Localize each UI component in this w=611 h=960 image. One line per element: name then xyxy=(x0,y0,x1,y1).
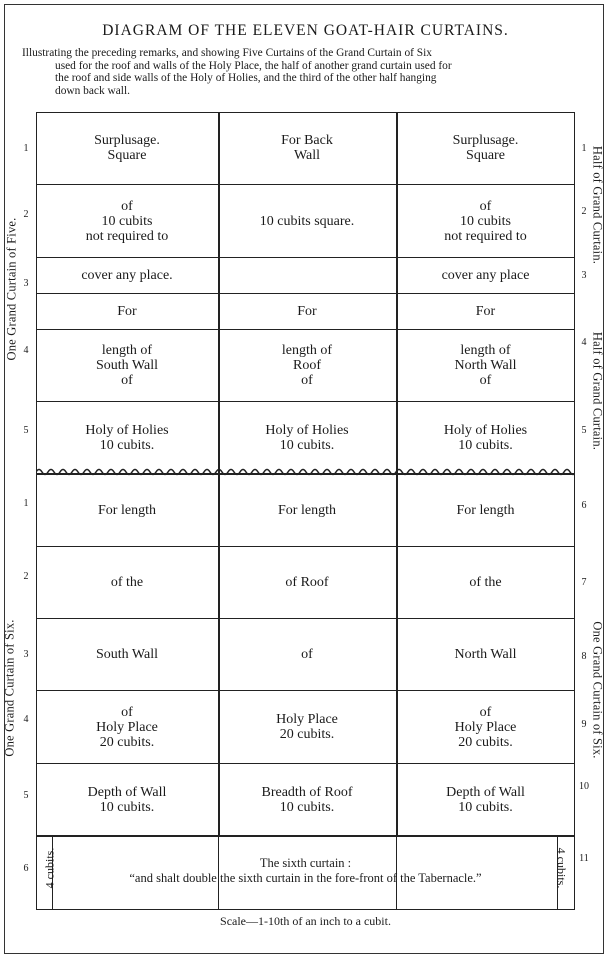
row-number-right: 8 xyxy=(581,651,587,662)
row-number-right: 10 xyxy=(579,781,589,792)
grid-cell: Depth of Wall 10 cubits. xyxy=(87,784,167,815)
row-number-left: 2 xyxy=(23,209,29,220)
cubits-label-right: 4 cubits. xyxy=(554,847,569,889)
curtain-box xyxy=(36,474,575,836)
grid-cell: Surplusage. Square xyxy=(452,133,519,163)
grid-cell: of 10 cubits not required to xyxy=(85,198,169,244)
cubits-label-left: 4 cubits. xyxy=(42,847,57,889)
sixth-curtain-caption: The sixth curtain : xyxy=(259,856,352,870)
row-number-right: 5 xyxy=(581,425,587,436)
grid-cell: of the xyxy=(110,575,144,590)
grid-cell: South Wall xyxy=(95,647,158,662)
wavy-divider xyxy=(36,466,575,478)
grid-cell: For length xyxy=(456,502,515,518)
grid-cell: of Holy Place 20 cubits. xyxy=(454,704,517,750)
row-number-right: 4 xyxy=(581,337,587,348)
grid-cell: of Holy Place 20 cubits. xyxy=(96,704,158,750)
grid-cell: For xyxy=(297,304,317,319)
curtain-box xyxy=(36,112,575,474)
row-number-right: 7 xyxy=(581,577,587,588)
subtitle-line: used for the roof and walls of the Holy Place, the half of another grand curtain used for xyxy=(55,59,452,72)
row-number-right: 9 xyxy=(581,719,587,730)
row-number-right: 3 xyxy=(581,270,587,281)
sixth-curtain-quote xyxy=(36,856,575,886)
row-number-right: 1 xyxy=(581,143,587,154)
grid-cell: For length xyxy=(98,502,156,518)
row-number-left: 3 xyxy=(23,278,29,289)
row-number-left: 5 xyxy=(23,425,29,436)
subtitle-line: the roof and side walls of the Holy of Holies, and the third of the other half hanging xyxy=(55,72,437,85)
row-number-right: 6 xyxy=(581,500,587,511)
row-number-left: 2 xyxy=(23,571,29,582)
row-number-right: 11 xyxy=(579,853,589,864)
grid-cell: Depth of Wall 10 cubits. xyxy=(446,784,525,815)
grid-cell: cover any place xyxy=(441,268,530,283)
grid-cell: of the xyxy=(469,575,502,590)
diagram-subtitle xyxy=(22,47,597,97)
grid-cell: For length xyxy=(278,502,336,518)
grid-cell: length of South Wall of xyxy=(95,343,158,388)
row-number-left: 1 xyxy=(23,498,29,509)
curtain-grid xyxy=(36,112,575,910)
grid-cell: Holy of Holies 10 cubits. xyxy=(265,423,349,453)
grid-cell: For xyxy=(117,304,137,319)
grid-cell: For xyxy=(475,304,496,319)
row-number-left: 6 xyxy=(23,863,29,874)
grid-cell: 10 cubits square. xyxy=(259,213,355,229)
grid-cell: Breadth of Roof 10 cubits. xyxy=(261,784,353,815)
grid-cell: cover any place. xyxy=(81,268,173,283)
row-number-left: 4 xyxy=(23,345,29,356)
grid-cell: of Roof xyxy=(285,575,329,590)
grid-cell: of 10 cubits not required to xyxy=(444,198,527,244)
grid-cell: length of Roof of xyxy=(281,343,333,388)
side-label-left-bottom: One Grand Curtain of Six. xyxy=(2,619,17,757)
grid-cell: Holy of Holies 10 cubits. xyxy=(443,423,528,453)
sixth-curtain-text: “and shalt double the sixth curtain in the fore-front of the Tabernacle.” xyxy=(129,871,482,885)
grid-cell: North Wall xyxy=(454,647,517,662)
side-label-right-bottom: One Grand Curtain of Six. xyxy=(590,621,605,759)
scale-note: Scale—1-10th of an inch to a cubit. xyxy=(220,914,391,928)
grid-cell: of xyxy=(301,647,313,662)
side-label-right-middle: Half of Grand Curtain. xyxy=(590,331,605,451)
grid-cell: length of North Wall of xyxy=(454,343,517,388)
row-number-left: 1 xyxy=(23,143,29,154)
row-number-left: 3 xyxy=(23,649,29,660)
grid-cell: Holy Place 20 cubits. xyxy=(276,712,338,742)
grid-cell: Surplusage. Square xyxy=(94,133,160,163)
subtitle-line: down back wall. xyxy=(55,84,130,97)
row-number-left: 4 xyxy=(23,714,29,725)
side-label-right-top: Half of Grand Curtain. xyxy=(590,145,605,265)
row-number-left: 5 xyxy=(23,790,29,801)
row-number-right: 2 xyxy=(581,206,587,217)
side-label-left-top: One Grand Curtain of Five. xyxy=(4,217,19,361)
grid-cell: Holy of Holies 10 cubits. xyxy=(85,423,169,453)
diagram-title: DIAGRAM OF THE ELEVEN GOAT-HAIR CURTAINS. xyxy=(102,22,509,39)
subtitle-line: Illustrating the preceding remarks, and showing Five Curtains of the Grand Curtain of Six xyxy=(22,47,432,59)
grid-cell: For Back Wall xyxy=(281,133,333,163)
